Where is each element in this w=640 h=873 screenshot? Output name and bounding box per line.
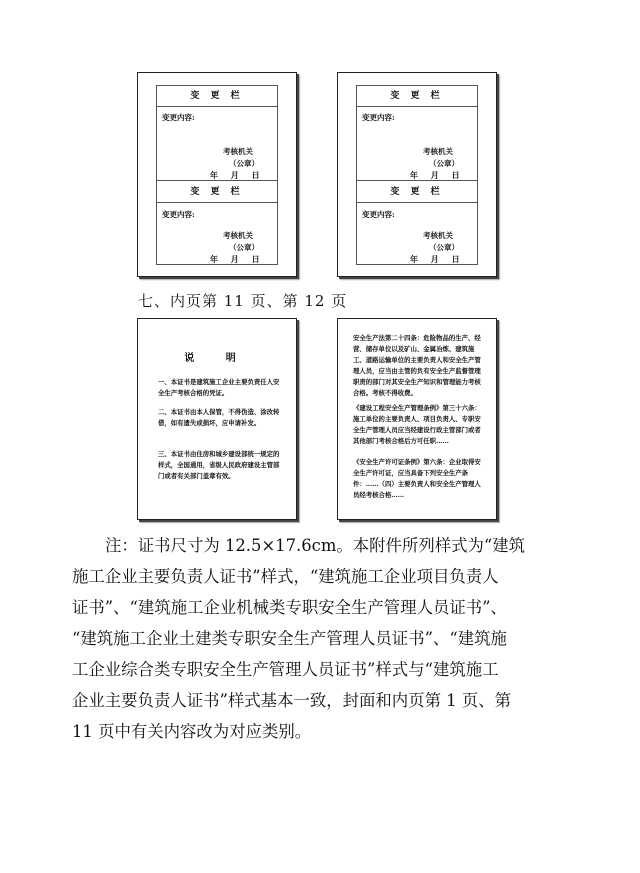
change-section-title: 变 更 栏 — [157, 86, 277, 107]
authority-label: 考核机关 — [223, 147, 253, 156]
authority-label: 考核机关 — [223, 231, 253, 240]
authority-label: 考核机关 — [423, 147, 453, 156]
instruction-item: 三、本证书由住房和城乡建设部统一规定的样式，全国通用，省级人民政府建设主管部门或者有关部门盖章有效。 — [158, 450, 280, 480]
change-section-title: 变 更 栏 — [357, 86, 477, 107]
change-record-card-right — [337, 72, 497, 277]
date-label: 年 月 日 — [410, 170, 460, 180]
section-divider — [357, 180, 477, 181]
note-line: 11 页中有关内容改为对应类别。 — [72, 722, 312, 741]
seal-label: （公章） — [229, 243, 259, 252]
change-content-label: 变更内容: — [162, 210, 195, 219]
change-content-label: 变更内容: — [362, 210, 395, 219]
seal-label: （公章） — [429, 159, 459, 168]
note-line: 证书”、“建筑施工企业机械类专职安全生产管理人员证书”、 — [72, 598, 507, 617]
change-record-frame — [356, 85, 478, 265]
change-section-title: 变 更 栏 — [357, 182, 477, 203]
note-line: 工企业综合类专职安全生产管理人员证书”样式与“建筑施工 — [72, 660, 499, 679]
change-content-label: 变更内容: — [362, 113, 395, 122]
change-record-card-left — [137, 72, 297, 277]
note-line: 注：证书尺寸为 12.5×17.6cm。本附件所列样式为“建筑 — [105, 536, 526, 555]
inner-page-11-card — [137, 318, 297, 520]
instruction-item: 二、本证书由本人保管，不得伪造、涂改转借，如有遗失或损坏，应申请补发。 — [158, 408, 280, 427]
section-divider — [157, 180, 277, 181]
authority-label: 考核机关 — [423, 231, 453, 240]
seal-label: （公章） — [229, 159, 259, 168]
note-line: “建筑施工企业土建类专职安全生产管理人员证书”、“建筑施 — [72, 629, 507, 648]
change-section-title: 变 更 栏 — [157, 182, 277, 203]
date-label: 年 月 日 — [210, 170, 260, 180]
change-content-label: 变更内容: — [162, 113, 195, 122]
seal-label: （公章） — [429, 243, 459, 252]
date-label: 年 月 日 — [210, 254, 260, 264]
section-heading: 七、内页第 11 页、第 12 页 — [138, 292, 348, 310]
date-label: 年 月 日 — [410, 254, 460, 264]
law-excerpt: 《安全生产许可证条例》第六条：企业取得安全生产许可证，应当具备下列安全生产条件：……（四）主要负责人和安全生产管理人员经考核合格…… — [353, 458, 481, 499]
instructions-title: 说 明 — [184, 353, 250, 364]
change-record-frame — [156, 85, 278, 265]
note-line: 企业主要负责人证书”样式基本一致，封面和内页第 1 页、第 — [72, 691, 511, 710]
note-paragraph — [72, 530, 572, 747]
inner-page-12-card — [337, 318, 497, 520]
instruction-item: 一、本证书是建筑施工企业主要负责任人安全生产考核合格的凭证。 — [158, 378, 280, 397]
law-excerpt: 《建设工程安全生产管理条例》第三十六条：施工单位的主要负责人、项目负责人、专职安全生产管理人员应当经建设行政主管部门或者其他部门考核合格后方可任职…… — [353, 404, 481, 445]
law-excerpt: 安全生产法第二十四条：危险物品的生产、经营、储存单位以及矿山、金属冶炼、建筑施工、道路运输单位的主要负责人和安全生产管理人员，应当由主管的负有安全生产监督管理职责的部门对其安全生产知识和管理能力考核合格。考核不得收费。 — [353, 334, 481, 397]
note-line: 施工企业主要负责人证书”样式，“建筑施工企业项目负责人 — [72, 567, 499, 586]
